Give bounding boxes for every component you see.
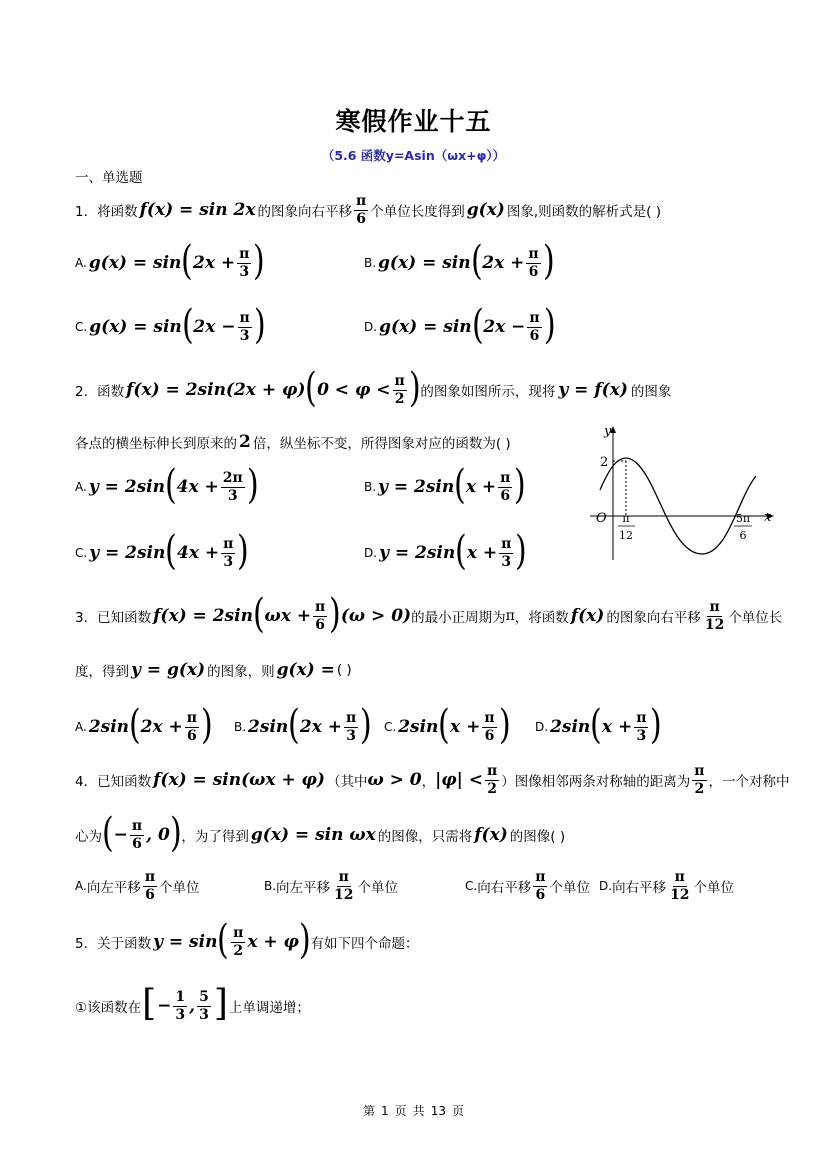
question-2: 2． 函数 f(x) = 2sin(2x + φ) ( 0 < φ < $\frac{\pi}{2}$ ) 的图象如图所示，现将 y = f(x) 的图象 <box>75 365 672 411</box>
x2-num: 5π <box>735 512 751 525</box>
q5-proposition-1: ①该函数在 [ − $\frac{1}{3}$ , $\frac{5}{3}$ ] 上单调递增； <box>75 983 310 1024</box>
q4-option-a[interactable]: A. 向左平移 $\frac{\pi}{6}$ 个单位 <box>75 869 200 903</box>
q2-option-b[interactable]: B. y = 2sin ( x + $\frac{\pi}{6}$ ) <box>364 462 527 508</box>
q1-gx: g(x) <box>466 200 505 221</box>
max-label: 2 <box>600 455 609 470</box>
q2-option-a[interactable]: A. y = 2sin ( 4x + $\frac{2\pi}{3}$ ) <box>75 462 259 508</box>
q2-line-2: 各点的横坐标伸长到原来的 2 倍，纵坐标不变，所得图象对应的函数为( ) <box>75 432 511 452</box>
q1-expr: f(x) = sin 2x <box>139 200 256 221</box>
q4-option-d[interactable]: D. 向右平移 $\frac{\pi}{12}$ 个单位 <box>599 869 735 903</box>
q2-sine-graph <box>588 420 778 565</box>
question-1 <box>75 194 661 226</box>
q3-line-2: 度，得到 y = g(x) 的图象，则 g(x) = ( ) <box>75 660 352 680</box>
question-5: 5． 关于函数 y = sin ( $\frac{\pi}{2}$ x + φ ) 有如下四个命题： <box>75 917 419 963</box>
q1-option-b[interactable]: B. g(x) = sin ( 2x + $\frac{\pi}{6}$ ) <box>364 238 555 284</box>
page-subtitle: （5.6 函数y=Asin（ωx+φ）） <box>321 148 506 163</box>
q3-option-b[interactable]: B. 2sin ( 2x + $\frac{\pi}{3}$ ) <box>234 702 372 748</box>
page-number: 1 <box>381 1104 389 1118</box>
origin-label: O <box>596 511 607 526</box>
q2-option-c[interactable]: C. y = 2sin ( 4x + $\frac{\pi}{3}$ ) <box>75 528 250 574</box>
q3-option-d[interactable]: D. 2sin ( x + $\frac{\pi}{3}$ ) <box>535 702 663 748</box>
q1-text-4: 图象,则函数的解析式是( ) <box>506 204 661 221</box>
question-3: 3． 已知函数 f(x) = 2sin ( ωx + $\frac{\pi}{6}$ ) (ω > 0) 的最小正周期为 π ，将函数 f(x) 的图象向右平移 $\frac{\pi}{12}$ 个单位长 <box>75 591 783 637</box>
q1-option-c[interactable]: C. g(x) = sin ( 2x − $\frac{\pi}{3}$ ) <box>75 302 266 348</box>
q1-text-3: 个单位长度得到 <box>370 204 465 221</box>
question-4: 4． 已知函数 f(x) = sin(ωx + φ) （其中 ω > 0 ， |φ| < $\frac{\pi}{2}$ ）图像相邻两条对称轴的距离为 $\frac{\pi}{2}$ ，一个对称中 <box>75 763 790 797</box>
q4-line-2: 心为 ( − $\frac{\pi}{6}$ , 0 ) ，为了得到 g(x) = sin ωx 的图像，只需将 f(x) 的图像( ) <box>75 810 566 856</box>
q3-option-c[interactable]: C. 2sin ( x + $\frac{\pi}{6}$ ) <box>384 702 511 748</box>
y-axis-label: y <box>604 424 612 439</box>
section-heading: 一、单选题 <box>75 170 143 186</box>
q1-text-2: 的图象向右平移 <box>257 204 352 221</box>
x2-den: 6 <box>739 529 747 542</box>
q1-option-d[interactable]: D. g(x) = sin ( 2x − $\frac{\pi}{6}$ ) <box>364 302 556 348</box>
page-title: 寒假作业十五 <box>335 107 492 136</box>
page-footer: 第 1 页 共 13 页 <box>363 1104 464 1118</box>
x1-den: 12 <box>619 529 633 542</box>
q4-option-b[interactable]: B. 向左平移 $\frac{\pi}{12}$ 个单位 <box>264 869 399 903</box>
q1-text-1: 将函数 <box>97 204 138 221</box>
x1-num: π <box>622 512 630 525</box>
q3-option-a[interactable]: A. 2sin ( 2x + $\frac{\pi}{6}$ ) <box>75 702 213 748</box>
q2-option-d[interactable]: D. y = 2sin ( x + $\frac{\pi}{3}$ ) <box>364 528 528 574</box>
total-pages: 13 <box>430 1104 446 1118</box>
q1-fraction: $\frac{\pi}{6}$ <box>355 193 367 227</box>
q4-option-c[interactable]: C. 向右平移 $\frac{\pi}{6}$ 个单位 <box>465 869 590 903</box>
q1-option-a[interactable]: A. g(x) = sin ( 2x + $\frac{\pi}{3}$ ) <box>75 238 266 284</box>
q1-number: 1． <box>75 204 98 221</box>
x-axis-label: x <box>764 510 772 525</box>
